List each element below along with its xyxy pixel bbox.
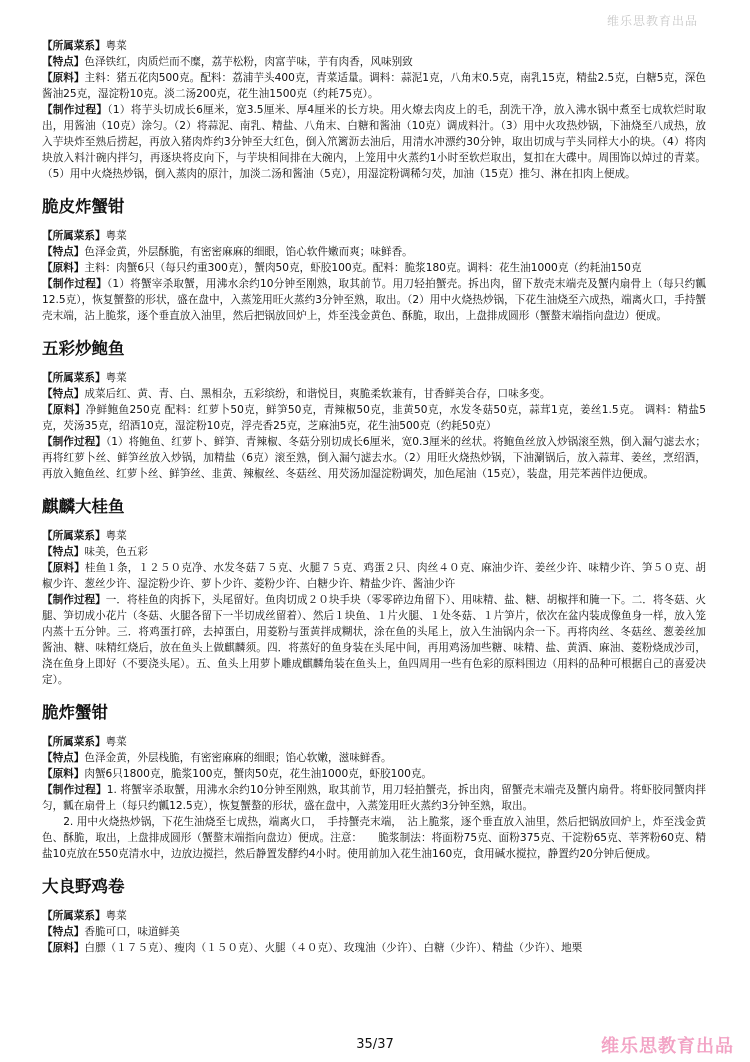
recipe-ingredients: 【原料】主料：肉蟹6只（每只约重300克），蟹肉50克，虾胶100克。配料：脆浆180克。调料：花生油1000克（约耗油150克 [42,262,642,274]
watermark-top: 维乐思教育出品 [606,14,698,28]
recipe-process: 【制作过程】1. 将蟹宰杀取蟹，用沸水余约10分钟至刚熟，取其前节，用刀轻拍蟹壳，拆出肉，留蟹壳末端壳及蟹内扇骨。将虾胶同蟹肉拌匀，瓤在扇骨上（每只约瓤12.5克），恢复蟹螯的形状，盛在盘中，入蒸笼用旺火蒸约3分钟至熟，取出。 [42,784,706,812]
intro-ingredients: 【原料】主料：猪五花肉500克。配料：荔浦芋头400克，青菜适量。调料：蒜泥1克，八角末0.5克，南乳15克，精盐2.5克，白糖5克，深色酱油25克，湿淀粉10克。淡二汤200克，花生油1500克（约耗75克）。 [42,72,707,100]
document-body [42,38,706,956]
watermark-bottom: 维乐思教育出品 [601,1036,734,1057]
recipe-series: 【所属菜系】粤菜 [42,372,127,384]
recipe-series: 【所属菜系】粤菜 [42,910,127,922]
recipe-series: 【所属菜系】粤菜 [42,530,127,542]
recipe-title: 大良野鸡卷 [42,877,125,896]
recipe-process: 【制作过程】一．将桂鱼的肉拆下，头尾留好。鱼肉切成２０块手块（零零碎边角留下）、用味精、盐、糖、胡椒拌和腌一下。二．将冬菇、火腿、笋切成小花片（冬菇、火腿各留下一半切成丝留着）、然后１块鱼、１片火腿、１处冬菇、１片笋片，依次在盆内装成像鱼身一样，放入笼内蒸十五分钟。三．将鸡蛋打碎，去掉蛋白，用菱粉与蛋黄拌成糊状，涂在鱼的头尾上，放入生油锅内余一下。再将肉丝、冬菇丝、葱姜丝加酱油、糖、味精红烧后，放在鱼头上做麒麟须。四．将蒸好的鱼身装在头尾中间，再用鸡汤加些糖、味精、盐、黄酒、麻油、菱粉烧成沙司，浇在鱼身上即好（不要浇头尾）。五、鱼头上用萝卜雕成麒麟角装在鱼头上，鱼四周用一些有色彩的原料围边（用料的品种可根据自己的喜爱决定）。 [42,594,706,686]
recipe-process-continued: 2. 用中火烧热炒锅，下花生油烧至七成热，端离火口， 手持蟹壳末端， 沾上脆浆，逐个垂直放入油里，然后把锅放回炉上，炸至浅金黄色、酥脆，取出，上盘排成圆形（蟹螯末端指向盘边）便成。注意： 脆浆制法：将面粉75克、面粉375克、干淀粉65克、莘荠粉60克、精盐10克放在550克清水中，边放边搅拦，然后静置发酵约4小时。使用前加入花生油160克，食用碱水搅拉，静置约20分钟后便成。 [42,816,706,860]
recipe-features: 【特点】味美，色五彩 [42,546,148,558]
recipe-title: 脆炸蟹钳 [42,703,108,722]
recipe-title: 脆皮炸蟹钳 [42,197,125,216]
page-number: 35/37 [356,1037,394,1052]
recipe-process: 【制作过程】（1）将蟹宰杀取蟹，用沸水余约10分钟至刚熟，取其前节。用刀轻拍蟹壳。拆出肉，留下敖壳末端壳及蟹内扇骨上（每只约瓤12.5克），恢复蟹螯的形状，盛在盘中，入蒸笼用旺火蒸约3分钟至熟，取出。（2）用中火烧热炒锅，下花生油烧至六成热，端离火口，手持蟹壳末端，沾上脆浆，逐个垂直放入油里，然后把锅放回炉上，炸至浅金黄色、酥脆，取出，上盘排成圆形（蟹螯末端指向盘边）便成。 [42,278,706,322]
recipe-features: 【特点】色泽金黄，外层栈脆，有密密麻麻的细眼；馅心软嫩，滋味鲜香。 [42,752,392,764]
recipe-ingredients: 【原料】桂鱼１条，１２５０克净、水发冬菇７５克、火腿７５克、鸡蛋２只、肉丝４０克、麻油少许、姜丝少许、味精少许、笋５０克、胡椒少许、葱丝少许、湿淀粉少许、萝卜少许、菱粉少许、白糖少许、精盐少许、酱油少许 [42,562,707,590]
recipe-features: 【特点】成菜后红、黄、青、白、黑相杂，五彩缤纷，和谐悦目，爽脆柔软兼有，甘香鲜美合存，口味多变。 [42,388,551,400]
recipe-features: 【特点】香脆可口，味道鲜美 [42,926,180,938]
recipe-series: 【所属菜系】粤菜 [42,230,127,242]
recipe-title: 麒麟大桂鱼 [42,497,125,516]
recipe-ingredients: 【原料】肉蟹6只1800克，脆浆100克，蟹肉50克，花生油1000克，虾胶100克。 [42,768,433,780]
recipe-process: 【制作过程】（1）将鲍鱼、红萝卜、鲜笋、青辣椒、冬菇分别切成长6厘米，宽0.3厘米的丝状。将鲍鱼丝放入炒锅滚至熟，倒入漏勺滤去水；再将红萝卜丝、鲜笋丝放入炒锅，加精盐（6克）滚至熟，倒入漏勺滤去水。（2）用旺火烧热炒锅，下油涮锅后，放入蒜茸、姜丝，烹绍酒，再放入鲍鱼丝、红萝卜丝、鲜笋丝、韭黄、辣椒丝、冬菇丝、用芡汤加湿淀粉调芡，加色尾油（15克），装盘，用芫苯茜伴边便成。 [42,436,706,480]
recipe-series: 【所属菜系】粤菜 [42,736,127,748]
intro-features: 【特点】色泽铁红，肉质烂而不糜，荔芋松粉，肉富芋味，芋有肉香，风味别致 [42,56,413,68]
intro-series: 【所属菜系】粤菜 [42,40,127,52]
intro-process: 【制作过程】（1）将芋头切成长6厘米，宽3.5厘米、厚4厘米的长方块。用火燎去肉皮上的毛，刮洗干净，放入沸水锅中煮至七成软烂时取出，用酱油（10克）涂匀。（2）将蒜泥、南乳、精盐、八角末、白糖和酱油（10克）调成料汁。（3）用中火攻热炒锅，下油烧至八成热，放入芋块炸至熟后捞起，再放入猪肉炸约3分钟至大红色，倒入笊篱沥去油后，用清水冲漂约30分钟，取出切成与芋头同样大小的块。（4）将肉块放入料汁碗内拌匀，再逐块将皮向下，与芋块相间排在大碗内，上笼用中火蒸约1小时至软烂取出，复扣在大碟中。周围饰以焯过的青菜。（5）用中火烧热炒锅，倒入蒸肉的原汁，加淡二汤和酱油（5克），用湿淀粉调稀匀芡，加油（15克）推匀、淋在扣肉上便成。 [42,104,706,180]
recipe-ingredients: 【原料】白膘（１７５克）、瘦肉（１５０克）、火腿（４０克）、玫瑰油（少许）、白糖（少许）、精盐（少许）、地栗 [42,942,583,954]
recipe-features: 【特点】色泽金黄，外层酥脆，有密密麻麻的细眼，馅心软件嫩而爽；味鲜香。 [42,246,413,258]
recipe-ingredients: 【原料】净鲜鲍鱼250克 配料：红萝卜50克，鲜笋50克，青辣椒50克，韭黄50克，水发冬菇50克，蒜茸1克，姜丝1.5克。 调料：精盐5克，芡汤35克，绍酒10克，湿淀粉10克，浮壳香25克，芝麻油5克，花生油500克（约耗50克） [42,404,706,432]
recipe-title: 五彩炒鲍鱼 [42,339,125,358]
